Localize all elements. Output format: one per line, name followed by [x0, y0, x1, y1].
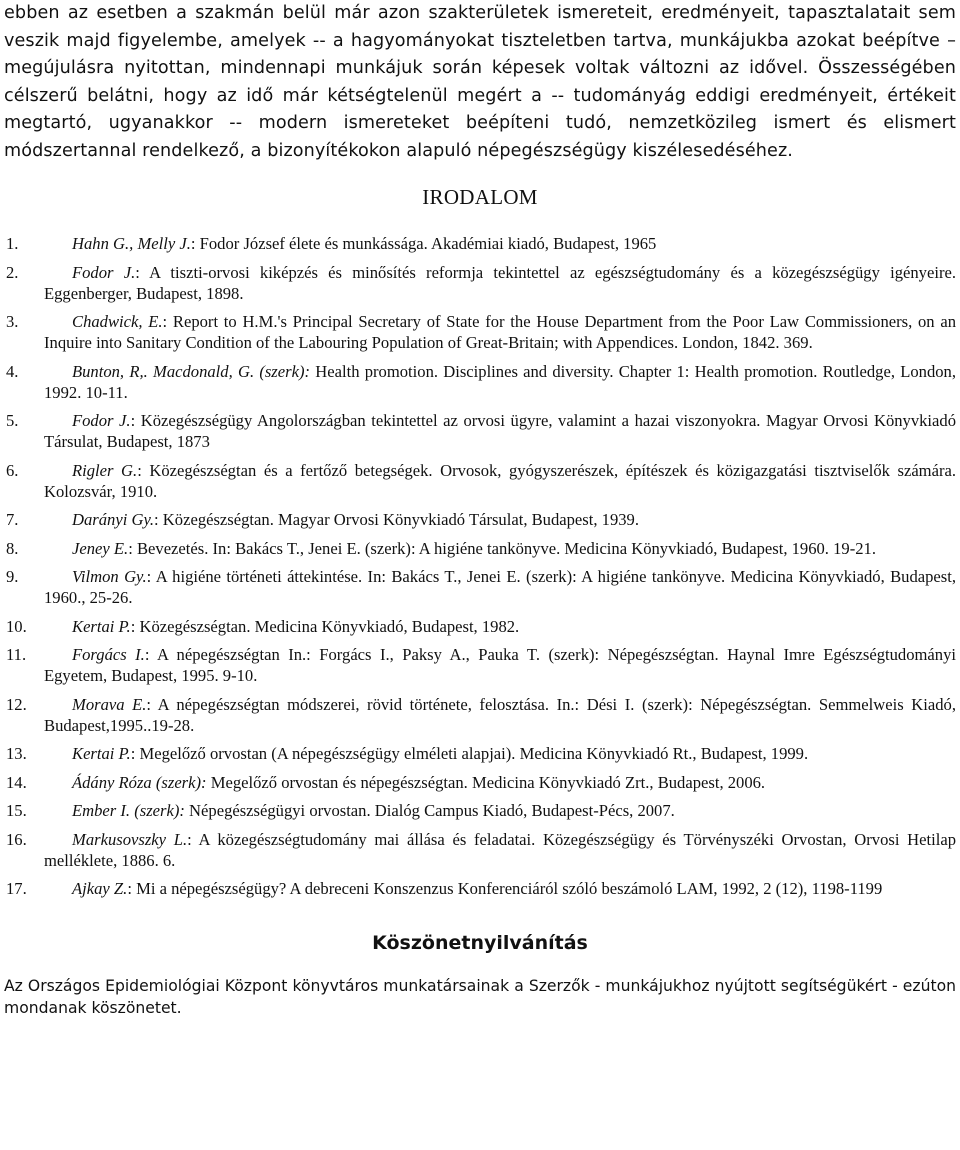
reference-item [4, 509, 956, 530]
reference-author: Fodor J. [72, 411, 131, 430]
reference-item [4, 410, 956, 452]
reference-details: : A tiszti-orvosi kiképzés és minősítés reformja tekintettel az egészségtudomány és a közegészségügy igényeire. Eggenberger, Budapest, 1898. [44, 262, 956, 303]
reference-details: : A népegészségtan In.: Forgács I., Paksy A., Pauka T. (szerk): Népegészségtan. Haynal Imre Egészségtudományi Egyetem, Budapest, 1995. 9-10. [44, 645, 956, 685]
reference-number: 8. [6, 538, 19, 558]
reference-number: 16. [6, 829, 27, 849]
reference-author: Darányi Gy. [72, 510, 155, 529]
reference-details: Megelőző orvostan és népegészségtan. Medicina Könyvkiadó Zrt., Budapest, 2006. [206, 772, 766, 792]
reference-author: Chadwick, E. [72, 312, 163, 331]
reference-item [4, 262, 956, 304]
reference-number: 13. [6, 744, 27, 763]
reference-details: : A közegészségtudomány mai állása és feladatai. Közegészségügy és Törvényszéki Orvostan, Orvosi Hetilap melléklete, 1886. 6. [44, 829, 957, 870]
reference-author: Ádány Róza (szerk): [72, 772, 207, 792]
reference-author: Markusovszky L. [72, 829, 188, 849]
reference-details: : Közegészségtan. Magyar Orvosi Könyvkiadó Társulat, Budapest, 1939. [154, 510, 640, 529]
reference-author: Rigler G. [72, 460, 138, 480]
reference-author: Forgács I. [72, 645, 145, 664]
intro-paragraph: ebben az esetben a szakmán belül már azon szakterületek ismereteit, eredményeit, tapasztalatait sem veszik majd figyelembe, amelyek -- a hagyományokat tiszteletben tartva, munkájukba azokat beépítve – megújulásra nyitottan, mindennapi munkájuk során képesek voltak változni az idővel. Összességében célszerű belátni, hogy az idő már kétségtelenül megért a -- tudományág eddigi eredményeit, értékeit megtartó, ugyanakkor -- modern ismereteket beépíteni tudó, nemzetközileg ismert és elismert módszertannal rendelkező, a bizonyítékokon alapuló népegészségügy kiszélesedéséhez. [4, 3, 956, 161]
reference-author: Hahn G., Melly J. [72, 234, 191, 253]
reference-details: : A higiéne történeti áttekintése. In: Bakács T., Jenei E. (szerk): A higiéne tankönyve. Medicina Könyvkiadó, Budapest, 1960., 25-26. [44, 567, 956, 607]
reference-item [4, 538, 956, 559]
reference-number: 5. [6, 411, 19, 430]
reference-number: 2. [6, 262, 19, 282]
reference-details: : Bevezetés. In: Bakács T., Jenei E. (szerk): A higiéne tankönyve. Medicina Könyvkiadó, Budapest, 1960. 19-21. [128, 538, 876, 558]
reference-number: 3. [6, 312, 19, 331]
reference-author: Ajkay Z. [72, 879, 128, 898]
references-list [4, 233, 956, 899]
reference-author: Jeney E. [72, 538, 129, 558]
reference-item [4, 566, 956, 608]
reference-item [4, 644, 956, 686]
reference-item [4, 460, 956, 502]
reference-number: 12. [6, 694, 27, 714]
references-heading: IRODALOM [422, 185, 538, 209]
reference-number: 9. [6, 567, 19, 586]
reference-author: Fodor J. [72, 262, 136, 282]
reference-item [4, 616, 956, 637]
reference-item [4, 800, 956, 821]
reference-number: 4. [6, 361, 19, 381]
reference-details: Népegészségügyi orvostan. Dialóg Campus Kiadó, Budapest-Pécs, 2007. [184, 801, 675, 820]
reference-author: Bunton, R,. Macdonald, G. (szerk): [72, 361, 311, 381]
reference-item [4, 233, 956, 254]
reference-number: 6. [6, 460, 19, 480]
reference-details: : A népegészségtan módszerei, rövid története, felosztása. In.: Dési I. (szerk): Népegészségtan. Semmelweis Kiadó, Budapest,1995..19-28. [44, 694, 956, 735]
reference-details: : Közegészségtan és a fertőző betegségek. Orvosok, gyógyszerészek, építészek és közigazgatási tisztviselők számára. Kolozsvár, 1910. [44, 460, 956, 501]
reference-item [4, 361, 956, 403]
reference-number: 17. [6, 879, 27, 898]
reference-item [4, 829, 956, 871]
reference-number: 1. [6, 234, 19, 253]
reference-details: : Közegészségügy Angolországban tekintettel az orvosi ügyre, valamint a hazai viszonyokra. Magyar Orvosi Könyvkiadó Társulat, Budapest, 1873 [44, 411, 956, 451]
reference-author: Vilmon Gy. [72, 567, 147, 586]
reference-item [4, 772, 956, 793]
reference-number: 7. [6, 510, 19, 529]
reference-item [4, 311, 956, 353]
reference-number: 10. [6, 616, 27, 636]
reference-author: Kertai P. [72, 616, 131, 636]
reference-author: Kertai P. [72, 744, 131, 763]
reference-details: : Report to H.M.'s Principal Secretary of State for the House Department from the Poor Law Commissioners, on an Inquire into Sanitary Condition of the Labouring Population of Great-Britain; with Appendices. London, 1842. 369. [44, 312, 956, 352]
reference-item [4, 694, 956, 736]
acknowledgement-heading: Köszönetnyilvánítás [372, 932, 588, 954]
reference-number: 11. [6, 645, 27, 664]
reference-author: Morava E. [72, 694, 147, 714]
reference-number: 15. [6, 801, 27, 820]
acknowledgement-paragraph: Az Országos Epidemiológiai Központ könyvtáros munkatársainak a Szerzők - munkájukhoz nyújtott segítségükért - ezúton mondanak köszönetet. [4, 977, 956, 1017]
reference-item [4, 743, 956, 764]
reference-number: 14. [6, 772, 27, 792]
reference-details: Health promotion. Disciplines and diversity. Chapter 1: Health promotion. Routledge, London, 1992. 10-11. [44, 361, 956, 402]
reference-item [4, 878, 956, 899]
reference-details: : Közegészségtan. Medicina Könyvkiadó, Budapest, 1982. [130, 616, 520, 636]
reference-author: Ember I. (szerk): [72, 801, 185, 820]
reference-details: : Mi a népegészségügy? A debreceni Konszenzus Konferenciáról szóló beszámoló LAM, 1992, 2 (12), 1198-1199 [127, 879, 883, 898]
reference-details: : Fodor József élete és munkássága. Akadémiai kiadó, Budapest, 1965 [190, 234, 657, 253]
reference-details: : Megelőző orvostan (A népegészségügy elméleti alapjai). Medicina Könyvkiadó Rt., Budapest, 1999. [130, 744, 809, 763]
